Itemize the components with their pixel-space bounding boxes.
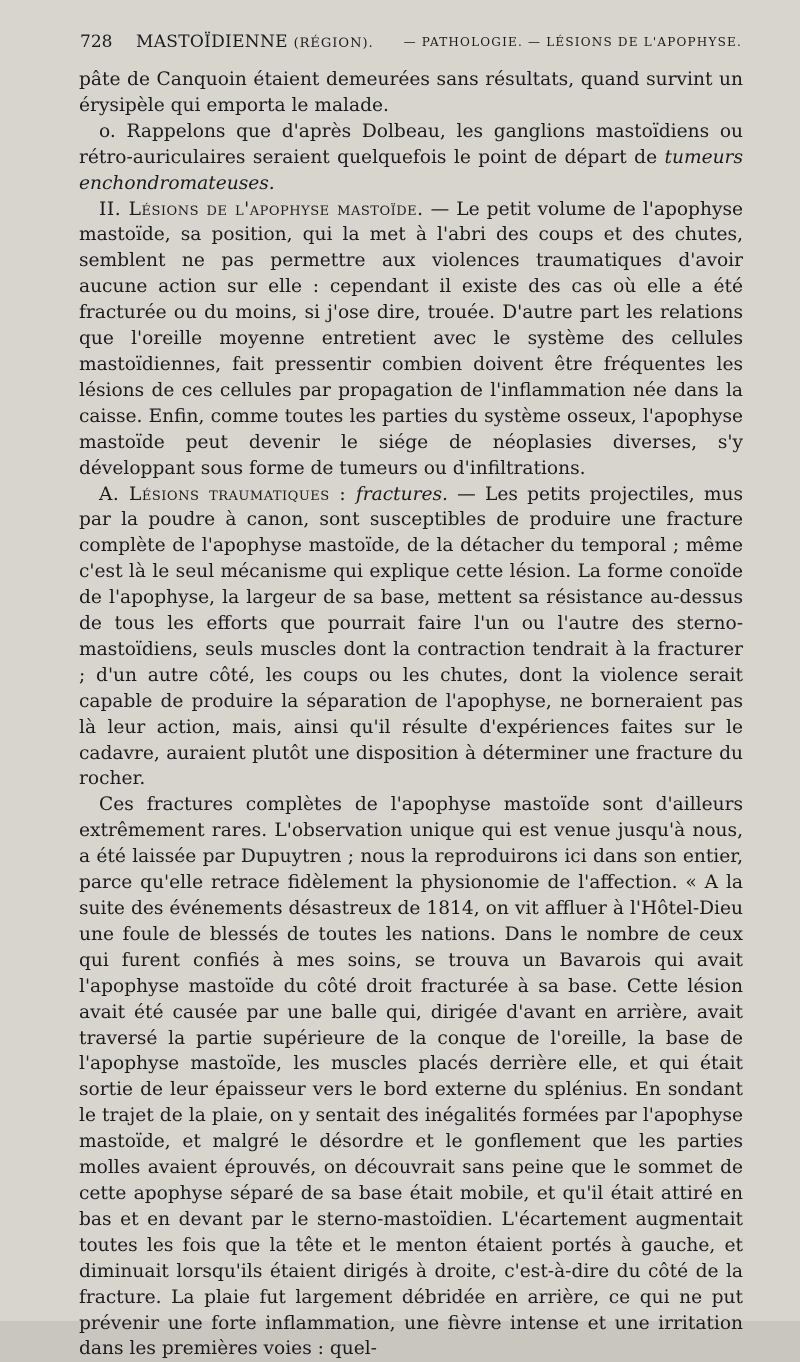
paragraph-4-text: — Les petits projectiles, mus par la poudre à canon, sont susceptibles de produire une fracture complète de l'apophyse mastoïde, de la détacher du temporal ; même c'est là le seul mécanisme qui explique cette lésion. La forme conoïde de l'apophyse, la largeur de sa base, mettent sa résistance au-dessus de tous les efforts que pourrait faire l'un ou l'autre des sterno-mastoïdiens, seuls muscles dont la contraction tendrait à la fracturer ; d'un autre côté, les coups ou les chutes, dont la violence serait capable de produire la séparation de l'apophyse, ne borneraient pas là leur action, mais, ainsi qu'il résulte d'expériences faites sur le cadavre, auraient plutôt une disposition à déterminer une fracture du rocher. [79, 483, 743, 790]
subsection-heading-fractures: fractures. [355, 483, 448, 505]
page-number: 728 [80, 32, 113, 52]
section-heading-lesions: II. Lésions de l'apophyse mastoïde. [99, 198, 424, 220]
running-header [80, 32, 742, 58]
title-sub: (RÉGION). [293, 36, 374, 51]
subsection-heading-traumatic: A. Lésions traumatiques : [99, 483, 356, 505]
paragraph-3 [79, 197, 743, 482]
running-title [136, 32, 374, 52]
paragraph-4 [79, 482, 743, 793]
paragraph-2-text: o. Rappelons que d'après Dolbeau, les ganglions mastoïdiens ou rétro-auriculaires seraient quelquefois le point de départ de [79, 120, 743, 168]
body-text [79, 67, 743, 1362]
paragraph-1: pâte de Canquoin étaient demeurées sans résultats, quand survint un érysipèle qui emporta le malade. [79, 69, 743, 116]
paragraph-2 [79, 119, 743, 197]
title-main: MASTOÏDIENNE [136, 32, 288, 52]
section-title: — PATHOLOGIE. — LÉSIONS DE L'APOPHYSE. [403, 35, 742, 49]
paragraph-2-italic: tumeurs enchondromateuses. [79, 146, 743, 194]
paragraph-5: Ces fractures complètes de l'apophyse mastoïde sont d'ailleurs extrêmement rares. L'observation unique qui est venue jusqu'à nous, a été laissée par Dupuytren ; nous la reproduirons ici dans son entier, parce qu'elle retrace fidèlement la physionomie de l'affection. « A la suite des événements désastreux de 1814, on vit affluer à l'Hôtel-Dieu une foule de blessés de toutes les nations. Dans le nombre de ceux qui furent confiés à mes soins, se trouva un Bavarois qui avait l'apophyse mastoïde du côté droit fracturée à sa base. Cette lésion avait été causée par une balle qui, dirigée d'avant en arrière, avait traversé la partie supérieure de la conque de l'oreille, la base de l'apophyse mastoïde, les muscles placés derrière elle, et qui était sortie de leur épaisseur vers le bord externe du splénius. En sondant le trajet de la plaie, on y sentait des inégalités formées par l'apophyse mastoïde, et malgré le désordre et le gonflement que les parties molles avaient éprouvés, on découvrait sans peine que le sommet de cette apophyse séparé de sa base était mobile, et qu'il était attiré en bas et en devant par le sterno-mastoïdien. L'écartement augmentait toutes les fois que la tête et le menton étaient portés à gauche, et diminuait lorsqu'ils étaient dirigés à droite, c'est-à-dire du côté de la fracture. La plaie fut largement débridée en arrière, ce qui ne put prévenir une forte inflammation, une fièvre intense et une irritation dans les premières voies : quel- [79, 794, 743, 1360]
paragraph-3-text: — Le petit volume de l'apophyse mastoïde, sa position, qui la met à l'abri des coups et des chutes, semblent ne pas permettre aux violences traumatiques d'avoir aucune action sur elle : cependant il existe des cas où elle a été fracturée ou du moins, si j'ose dire, trouée. D'autre part les relations que l'oreille moyenne entretient avec le système des cellules mastoïdiennes, fait pressentir combien doivent être fréquentes les lésions de ces cellules par propagation de l'inflammation née dans la caisse. Enfin, comme toutes les parties du système osseux, l'apophyse mastoïde peut devenir le siége de néoplasies diverses, s'y développant sous forme de tumeurs ou d'infiltrations. [79, 198, 743, 479]
